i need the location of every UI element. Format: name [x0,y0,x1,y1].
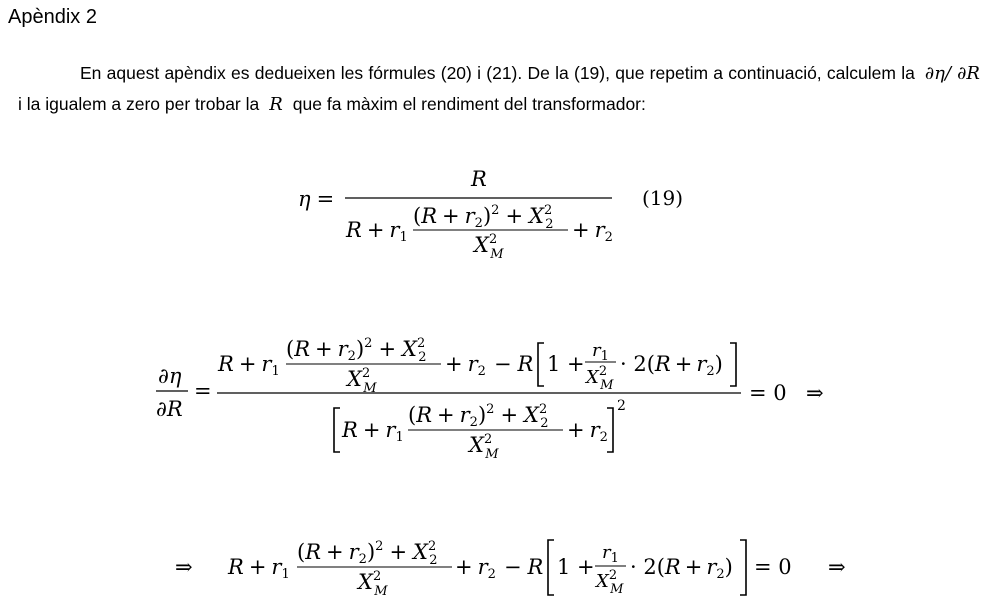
cond-left-bracket [548,540,554,595]
deriv-lhs-num: ∂η [158,364,182,388]
deriv-lhs-den: ∂R [156,397,183,421]
eq19-denominator-right: + r2 [572,218,613,245]
deriv-num-bracket-start: 1 + [547,352,585,376]
cond-right-bracket [740,540,746,595]
eq19-denominator-left: R + r1 [346,218,408,245]
paragraph-part2: i la igualem a zero per trobar la [18,94,260,114]
deriv-num-bracket-end: · 2(R + r2) [620,352,723,379]
eq19-inner-denominator: $X^2$ M [474,232,504,262]
deriv-num-left: R + r1 [218,352,280,379]
deriv-num-middle: + r2 − R [445,352,534,379]
cond-bracket-end: · 2(R + r2) [630,555,733,582]
deriv-den-left-bracket [334,408,340,452]
eq19-numerator: R [471,167,487,191]
cond-left: R + r1 [228,555,290,582]
deriv-rhs: = 0 [749,381,787,405]
cond-bracket-start: 1 + [557,555,595,579]
deriv-den-exponent: 2 [617,398,626,414]
eq19-lhs: η = [298,187,335,211]
deriv-num-inner-numerator: $(R + r2)^2 + X^2$ 2 [286,336,427,365]
deriv-den-left: R + r1 [342,418,404,445]
equation-19 [298,167,683,262]
eq19-inner-numerator: $(R + r2)^2 + X^2$ 2 [413,203,554,232]
deriv-den-inner-denominator: $X^2$ M [469,432,499,462]
cond-inner-numerator: $(R + r2)^2 + X^2$ 2 [297,539,438,568]
deriv-den-inner-numerator: $(R + r2)^2 + X^2$ 2 [408,402,549,431]
appendix-heading: Apèndix 2 [8,6,97,28]
cond-r1: $r_1$ [602,542,619,566]
eq19-label: (19) [642,186,684,210]
cond-inner-denominator: $X^2$ M [358,569,388,599]
variable-r-symbol: R [269,94,283,115]
deriv-num-right-bracket [730,343,736,386]
deriv-implies: ⇒ [806,381,824,405]
paragraph-part3: que fa màxim el rendiment del transformador: [292,94,646,114]
deriv-num-r1: $r_1$ [592,340,609,364]
equation-condition [175,539,846,599]
deriv-den-right: + r2 [567,418,608,445]
cond-rhs: = 0 [754,555,792,579]
paragraph-part1: En aquest apèndix es dedueixen les fórmules (20) i (21). De la (19), que repetim a continuació, calculem la [80,63,915,83]
deriv-equals: = [194,379,212,403]
deriv-num-xm: $X^2$ M [586,364,614,393]
equation-derivative [156,336,824,462]
cond-trailing-implies: ⇒ [828,555,846,579]
deriv-num-inner-denominator: $X^2$ M [347,366,377,396]
deriv-num-left-bracket [538,343,544,386]
derivative-symbol: ∂η/ ∂R [924,63,980,84]
cond-middle: + r2 − R [455,555,544,582]
cond-leading-implies: ⇒ [175,555,193,579]
cond-xm: $X^2$ M [596,568,624,597]
